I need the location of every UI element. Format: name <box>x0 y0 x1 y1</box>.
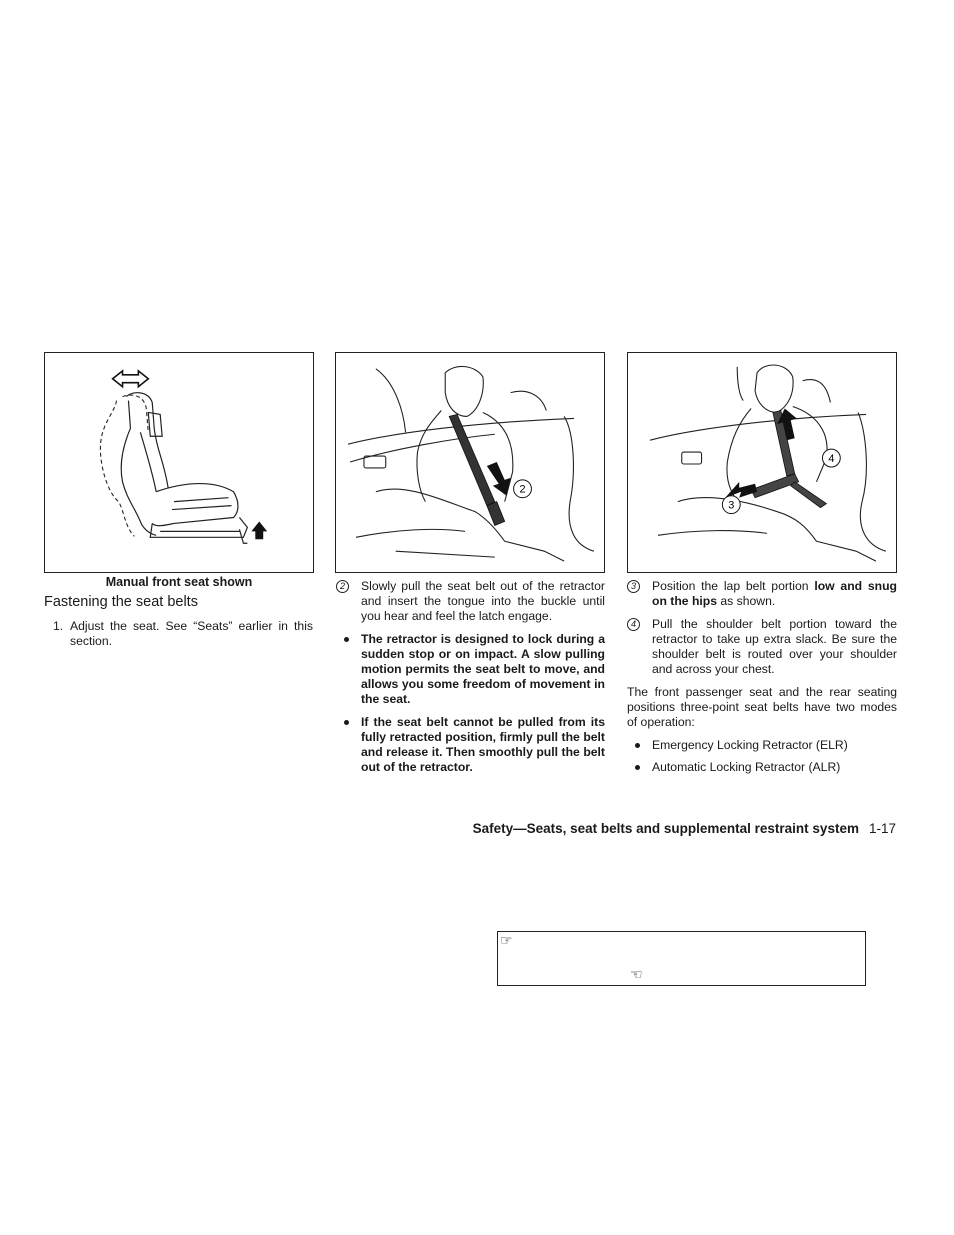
callout-4: 4 <box>828 453 835 466</box>
seat-outline-dashed <box>100 395 148 536</box>
step-1 <box>53 619 313 649</box>
bullet-text: If the seat belt cannot be pulled from its fully retracted position, firmly pull the belt and release it. Then smoothly pull the belt out of the retractor. <box>361 715 605 774</box>
seatbelt-adjust-illustration <box>628 353 896 572</box>
bullet-item <box>336 632 605 707</box>
step-4 <box>627 617 897 677</box>
bullet-dot <box>635 743 640 748</box>
pointing-hand-right-icon: ☞ <box>500 932 513 948</box>
callout-2: 2 <box>519 483 526 496</box>
bullet-text: Emergency Locking Retractor (ELR) <box>652 738 848 752</box>
bullet-item <box>627 738 897 753</box>
step-3-text-a: Position the lap belt portion <box>652 579 815 593</box>
step-3-number: 3 <box>627 580 640 593</box>
manual-seat-illustration <box>45 353 313 572</box>
adjust-belt-figure <box>627 352 897 573</box>
step-2-text: Slowly pull the seat belt out of the retractor and insert the tongue into the buckle until you hear and feel the latch engage. <box>361 579 605 623</box>
bullet-text: Automatic Locking Retractor (ALR) <box>652 760 841 774</box>
step-1-number: 1. <box>53 619 64 633</box>
page-number: 1-17 <box>868 821 896 836</box>
right-column <box>627 579 897 783</box>
section-heading: Fastening the seat belts <box>44 594 198 610</box>
step-3 <box>627 579 897 609</box>
figure-caption: Manual front seat shown <box>105 575 253 589</box>
bullet-text: The retractor is designed to lock during a sudden stop or on impact. A slow pulling motion permits the seat belt to move, and allows you some freedom of movement in the seat. <box>361 632 605 706</box>
step-3-text-bold: low and snug on the hips <box>652 579 897 608</box>
seatbelt-buckling-illustration <box>336 353 604 572</box>
passenger-head <box>755 365 793 412</box>
step-4-text: Pull the shoulder belt portion toward the retractor to take up extra slack. Be sure the shoulder belt is routed over your shoulder and across your chest. <box>652 617 897 676</box>
door-handle <box>682 452 702 464</box>
step-4-number: 4 <box>627 618 640 631</box>
bullet-dot <box>635 765 640 770</box>
step-2 <box>336 579 605 624</box>
bullet-dot <box>344 720 349 725</box>
up-arrow-icon <box>251 521 267 539</box>
note-box <box>497 931 866 986</box>
insert-tongue-figure <box>335 352 605 573</box>
double-arrow-icon <box>113 371 149 387</box>
callout-3: 3 <box>728 499 735 512</box>
step-2-number: 2 <box>336 580 349 593</box>
bullet-dot <box>344 637 349 642</box>
seat-adjust-figure <box>44 352 314 573</box>
footer-title: Safety—Seats, seat belts and supplemental restraint system <box>472 821 859 836</box>
left-column <box>53 619 313 649</box>
step-1-text: Adjust the seat. See “Seats” earlier in this section. <box>70 619 313 648</box>
page-footer <box>473 821 896 836</box>
pointing-hand-left-icon: ☜ <box>630 966 643 982</box>
passenger-head <box>445 366 483 416</box>
seat-outline <box>121 393 247 544</box>
modes-paragraph: The front passenger seat and the rear seating positions three-point seat belts have two modes of operation: <box>627 685 897 729</box>
bullet-item <box>627 760 897 775</box>
door-handle <box>364 456 386 468</box>
step-3-text-b: as shown. <box>717 594 776 608</box>
middle-column <box>336 579 605 783</box>
bullet-item <box>336 715 605 775</box>
